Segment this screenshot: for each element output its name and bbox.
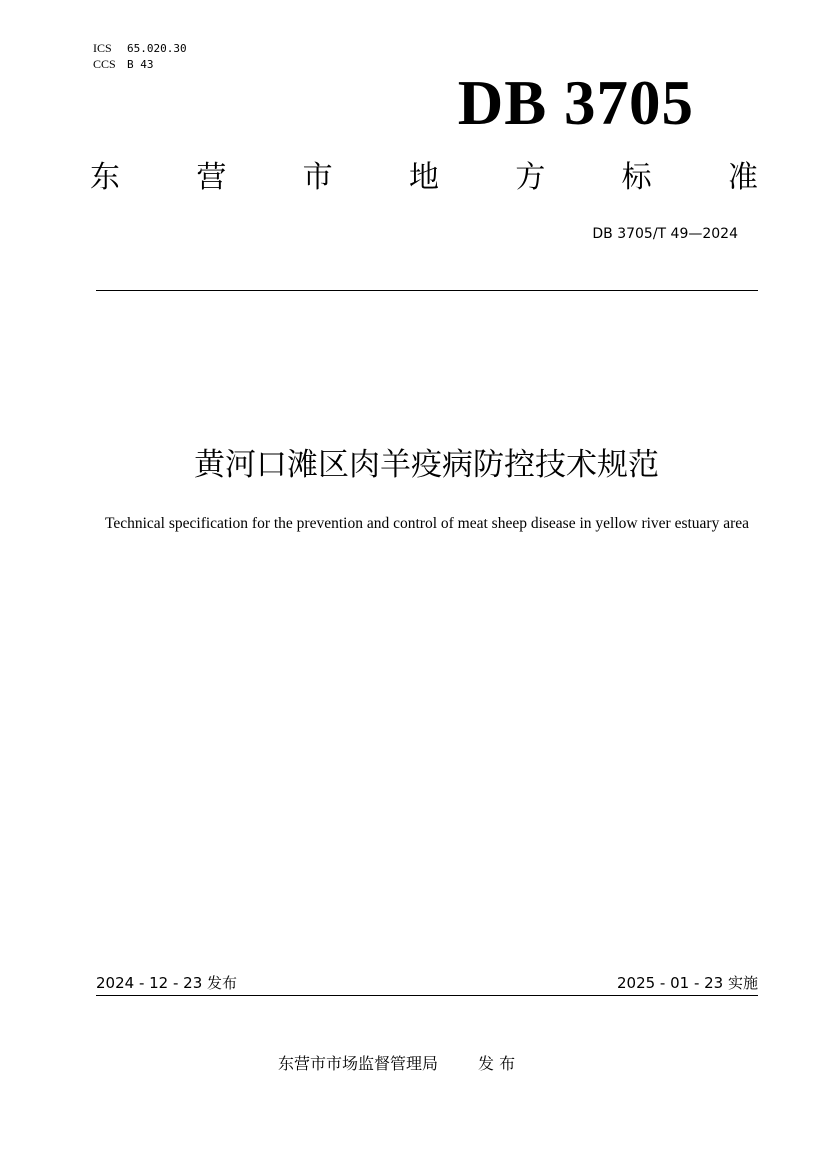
ics-row (93, 40, 187, 56)
standard-type-char: 标 (621, 160, 652, 195)
standard-type-char: 东 (90, 160, 120, 195)
issuer-action: 发 布 (478, 1054, 516, 1073)
ics-value: 65.020.30 (127, 42, 187, 55)
publish-date: 2024 - 12 - 23 发布 (96, 974, 238, 992)
effective-date: 2025 - 01 - 23 实施 (616, 974, 758, 992)
document-title-chinese: 黄河口滩区肉羊疫病防控技术规范 (194, 447, 659, 483)
ccs-row (93, 56, 187, 72)
standard-code: DB 3705 (457, 68, 694, 138)
issuer (278, 1053, 515, 1075)
standard-number: DB 3705/T 49—2024 (592, 226, 738, 242)
ccs-value: B 43 (127, 58, 154, 71)
classification-codes (93, 40, 187, 72)
standard-type-char: 准 (727, 160, 758, 195)
ics-label: ICS (93, 41, 112, 55)
standard-type-char: 市 (302, 160, 333, 195)
issuer-name: 东营市市场监督管理局 (278, 1054, 439, 1073)
header-divider (96, 290, 758, 291)
document-title-english: Technical specification for the prevention and control of meat sheep disease in yellow river estuary area (104, 515, 750, 532)
standard-type-char: 地 (408, 160, 439, 195)
ccs-label: CCS (93, 57, 116, 71)
standard-type (90, 158, 758, 198)
standard-type-char: 方 (515, 160, 546, 195)
standard-type-char: 营 (196, 160, 227, 195)
footer-divider (96, 995, 758, 996)
